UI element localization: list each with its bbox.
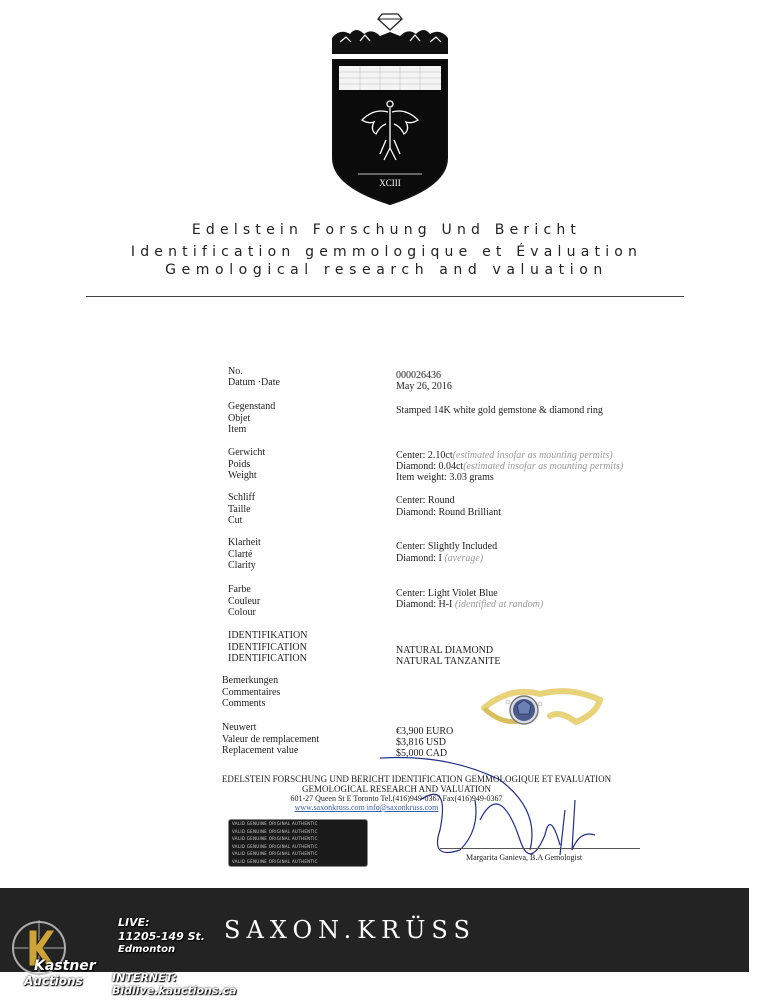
brand-logo: SAXON.KRÜSS [224,916,476,944]
header-rule [86,296,684,297]
watermark-internet-label: INTERNET: [112,971,177,984]
label-weight: Gerwicht Poids Weight [228,447,266,481]
label-cut: Schliff Taille Cut [228,492,256,526]
watermark-live-label: LIVE: [118,916,150,929]
watermark-name-1: Kastner [34,958,96,974]
value-item: Stamped 14K white gold gemstone & diamond ring [396,405,603,416]
title-english: Gemological research and valuation [165,262,608,278]
signature-line [440,848,640,849]
title-french: Identification gemmologique et Évaluation [130,244,643,260]
value-replacement-usd: $3,816 USD [396,737,447,748]
watermark-address: 11205-149 St. [118,930,205,943]
value-clarity-diamond: Diamond: I (average) [396,553,484,564]
watermark-city: Edmonton [118,944,176,955]
value-cut-center: Center: Round [396,495,455,506]
hologram-sticker: VALID GENUINE ORIGINAL AUTHENTIC VALID GENUINE ORIGINAL AUTHENTIC VALID GENUINE ORIGINAL AUTHENTIC VALID GENUINE ORIGINAL AUTHENTIC VALID GENUINE ORIGINAL AUTHENTIC VALID GENUINE ORIGINAL AUTHENTIC [228,819,368,867]
signature [380,740,620,890]
value-weight-center: Center: 2.10ct(estimated insofar as mounting permits) [396,450,613,461]
label-clarity: Klarheit Clarté Clarity [228,537,261,571]
label-no: No. [228,366,243,377]
crest-logo [330,8,450,208]
value-no: 000026436 [396,370,441,381]
title-german: Edelstein Forschung Und Bericht [191,222,582,238]
label-identification: IDENTIFIKATION IDENTIFICATION IDENTIFICATION [228,630,308,664]
value-weight-diamond: Diamond: 0.04ct(estimated insofar as mounting permits) [396,461,624,472]
watermark-url[interactable]: Bidlive.kauctions.ca [112,984,237,997]
label-item: Gegenstand Objet Item [228,401,276,435]
value-identification-2: NATURAL TANZANITE [396,656,501,667]
label-date: Datum ·Date [228,377,280,388]
label-replacement: Neuwert Valeur de remplacement Replacement value [222,722,320,756]
label-comments: Bemerkungen Commentaires Comments [222,675,281,709]
value-item-weight: Item weight: 3.03 grams [396,472,494,483]
crest-numeral: XCIII [379,178,401,188]
footer-address: 601-27 Queen St E Toronto Tel.(416)949-0367 Fax(416)949-0367 [290,794,503,803]
footer-links[interactable]: www.saxonkruss.com info@saxonkruss.com [294,803,439,812]
value-identification-1: NATURAL DIAMOND [396,645,494,656]
value-replacement-eur: €3,900 EURO [396,726,454,737]
signatory-name: Margarita Ganieva, B.A Gemologist [466,853,583,862]
value-replacement-cad: $5,000 CAD [396,748,448,759]
value-cut-diamond: Diamond: Round Brilliant [396,507,501,518]
footer-subtitle: GEMOLOGICAL RESEARCH AND VALUATION [301,784,492,794]
value-colour-diamond: Diamond: H-I (identified at random) [396,599,544,610]
label-colour: Farbe Couleur Colour [228,584,261,618]
value-date: May 26, 2016 [396,381,452,392]
value-colour-center: Center: Light Violet Blue [396,588,498,599]
value-clarity-center: Center: Slightly Included [396,541,498,552]
footer-company: EDELSTEIN FORSCHUNG UND BERICHT IDENTIFICATION GEMMOLOGIQUE ET EVALUATION [221,774,612,784]
watermark-name-2: Auctions [24,974,83,988]
